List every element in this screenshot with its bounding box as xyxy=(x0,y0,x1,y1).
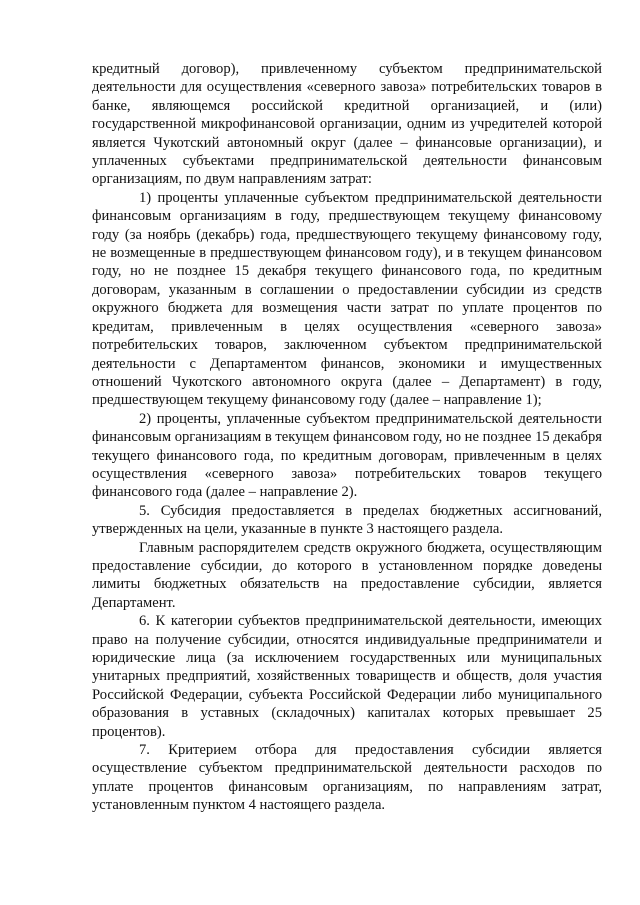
document-page xyxy=(92,60,602,815)
paragraph-intro-continuation: кредитный договор), привлеченному субъектом предпринимательской деятельности для осуществления «северного завоза» потребительских товаров в банке, являющемся российской кредитной организацией, и (или) государственной микрофинансовой организации, одним из учредителей которой является Чукотский автономный округ (далее – финансовые организации), и уплаченных субъектами предпринимательской деятельности финансовым организациям, по двум направлениям затрат: xyxy=(92,61,602,188)
paragraph-point-6: 6. К категории субъектов предпринимательской деятельности, имеющих право на получение субсидии, относятся индивидуальные предприниматели и юридические лица (за исключением государственных или муниципальных унитарных предприятий, хозяйственных товариществ и обществ, доля участия Российской Федерации, субъекта Российской Федерации либо муниципального образования в уставных (складочных) капиталах которых превышает 25 процентов). xyxy=(92,613,602,740)
paragraph-point-5: 5. Субсидия предоставляется в пределах бюджетных ассигнований, утвержденных на цели, указанные в пункте 3 настоящего раздела. xyxy=(92,502,602,538)
paragraph-direction-1: 1) проценты уплаченные субъектом предпринимательской деятельности финансовым организациям в году, предшествующем текущему финансовому году (за ноябрь (декабрь) года, предшествующего текущему финансовому году, не возмещенные в предшествующем финансовом году), и в текущем финансовом году, но не позднее 15 декабря текущего финансового года, по кредитным договорам, указанным в соглашении о предоставлении субсидии из средств окружного бюджета для возмещения части затрат по уплате процентов по кредитам, привлеченным в целях осуществления «северного завоза» потребительских товаров, заключенном субъектом предпринимательской деятельности с Департаментом финансов, экономики и имущественных отношений Чукотского автономного округа (далее – Департамент) в году, предшествующем текущему финансовому году (далее – направление 1); xyxy=(92,189,602,409)
paragraph-direction-2: 2) проценты, уплаченные субъектом предпринимательской деятельности финансовым организациям в текущем финансовом году, но не позднее 15 декабря текущего финансового года, по кредитным договорам, привлеченным в целях осуществления «северного завоза» потребительских товаров текущего финансового года (далее – направление 2). xyxy=(92,410,602,501)
paragraph-main-distributor: Главным распорядителем средств окружного бюджета, осуществляющим предоставление субсидии, до которого в установленном порядке доведены лимиты бюджетных обязательств на предоставление субсидии, является Департамент. xyxy=(92,539,602,611)
paragraph-point-7: 7. Критерием отбора для предоставления субсидии является осуществление субъектом предпринимательской деятельности расходов по уплате процентов финансовым организациям, по направлениям затрат, установленным пунктом 4 настоящего раздела. xyxy=(92,742,602,814)
